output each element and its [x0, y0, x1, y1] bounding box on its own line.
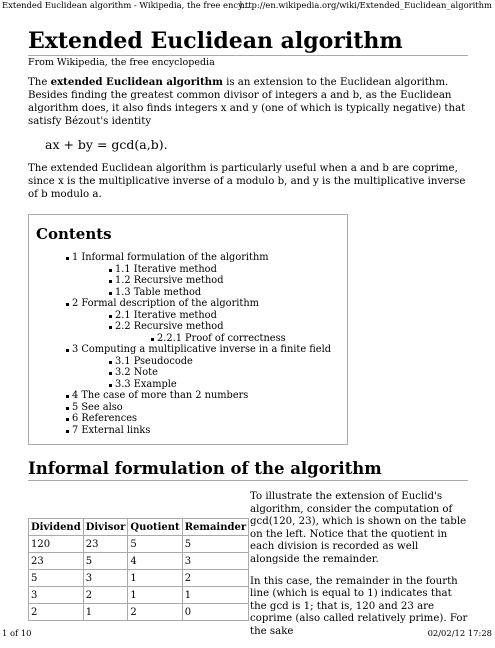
header-url: http://en.wikipedia.org/wiki/Extended_Euclidean_algorithm	[239, 0, 492, 10]
table-row	[29, 604, 249, 621]
toc-item[interactable]: 2.2.1 Proof of correctness	[36, 333, 341, 345]
table-header-row	[29, 519, 249, 536]
intro-before: The	[28, 77, 51, 88]
table-cell: 23	[83, 536, 128, 553]
print-footer	[0, 626, 495, 640]
section-side-text	[250, 491, 468, 648]
table-cell: 5	[128, 536, 182, 553]
table-cell: 1	[128, 570, 182, 587]
page-subtitle: From Wikipedia, the free encyclopedia	[28, 57, 215, 68]
table-cell: 3	[83, 570, 128, 587]
toc-item[interactable]: 1.2 Recursive method	[36, 275, 341, 287]
table-header-cell: Quotient	[128, 519, 182, 536]
title-divider	[28, 55, 468, 56]
header-page-title: Extended Euclidean algorithm - Wikipedia, the free ency...	[2, 0, 250, 10]
toc-item[interactable]: 1 Informal formulation of the algorithm	[36, 252, 341, 264]
toc-item[interactable]: 5 See also	[36, 402, 341, 414]
toc-item[interactable]: 7 External links	[36, 425, 341, 437]
table-row	[29, 536, 249, 553]
section-paragraph-1: To illustrate the extension of Euclid's algorithm, consider the computation of gcd(120, 23), which is shown on the table on the left. Notice that the quotient in each division is recorded as well alongside the remainder.	[250, 491, 467, 565]
section-paragraph-2: In this case, the remainder in the fourth line (which is equal to 1) indicates that the gcd is 1; that is, 120 and 23 are coprime (also called relatively prime). For the sake	[250, 575, 468, 637]
second-paragraph: The extended Euclidean algorithm is particularly useful when a and b are coprime, since x is the multiplicative inverse of a modulo b, and y is the multiplicative inverse of b modulo a.	[28, 163, 466, 200]
table-body	[29, 536, 249, 621]
table-cell: 2	[29, 604, 84, 621]
table-cell: 1	[128, 587, 182, 604]
intro-bold-term: extended Euclidean algorithm	[50, 76, 223, 88]
table-row	[29, 587, 249, 604]
table-cell: 23	[29, 553, 84, 570]
toc-item[interactable]: 2.2 Recursive method	[36, 321, 341, 333]
table-cell: 1	[83, 604, 128, 621]
toc-item[interactable]: 3.1 Pseudocode	[36, 356, 341, 368]
table-cell: 4	[128, 553, 182, 570]
toc-item[interactable]: 3.2 Note	[36, 367, 341, 379]
table-header-cell: Divisor	[83, 519, 128, 536]
table-cell: 3	[29, 587, 84, 604]
division-table	[28, 518, 249, 621]
intro-after: is an extension to the Euclidean algorithm. Besides finding the greatest common divisor of integers a and b, as the Euclidean algorithm does, it also finds integers x and y (one of which is typically negative) that satisfy Bézout's identity	[28, 77, 466, 127]
intro-paragraph	[28, 76, 468, 128]
bezout-formula: ax + by = gcd(a,b).	[45, 137, 168, 152]
section-heading: Informal formulation of the algorithm	[28, 459, 382, 478]
toc-item[interactable]: 3.3 Example	[36, 379, 341, 391]
table-cell: 5	[29, 570, 84, 587]
table-header-cell: Remainder	[182, 519, 248, 536]
toc-title: Contents	[36, 225, 112, 243]
toc-item[interactable]: 6 References	[36, 413, 341, 425]
table-cell: 5	[83, 553, 128, 570]
section-divider	[28, 480, 468, 481]
table-of-contents	[28, 214, 348, 445]
table-cell: 2	[83, 587, 128, 604]
table-row	[29, 570, 249, 587]
table-cell: 3	[182, 553, 248, 570]
table-cell: 0	[182, 604, 248, 621]
toc-item[interactable]: 3 Computing a multiplicative inverse in a finite field	[36, 344, 341, 356]
table-cell: 2	[128, 604, 182, 621]
table-cell: 2	[182, 570, 248, 587]
toc-item[interactable]: 1.3 Table method	[36, 287, 341, 299]
toc-item[interactable]: 2 Formal description of the algorithm	[36, 298, 341, 310]
toc-item[interactable]: 2.1 Iterative method	[36, 310, 341, 322]
page-number: 1 of 10	[2, 628, 32, 638]
print-date: 02/02/12 17:28	[427, 628, 492, 638]
toc-list	[36, 252, 341, 436]
toc-item[interactable]: 4 The case of more than 2 numbers	[36, 390, 341, 402]
table-cell: 120	[29, 536, 84, 553]
table-cell: 1	[182, 587, 248, 604]
table-cell: 5	[182, 536, 248, 553]
print-header	[0, 0, 495, 14]
table-header-cell: Dividend	[29, 519, 84, 536]
page-title: Extended Euclidean algorithm	[28, 28, 403, 54]
table-row	[29, 553, 249, 570]
toc-item[interactable]: 1.1 Iterative method	[36, 264, 341, 276]
